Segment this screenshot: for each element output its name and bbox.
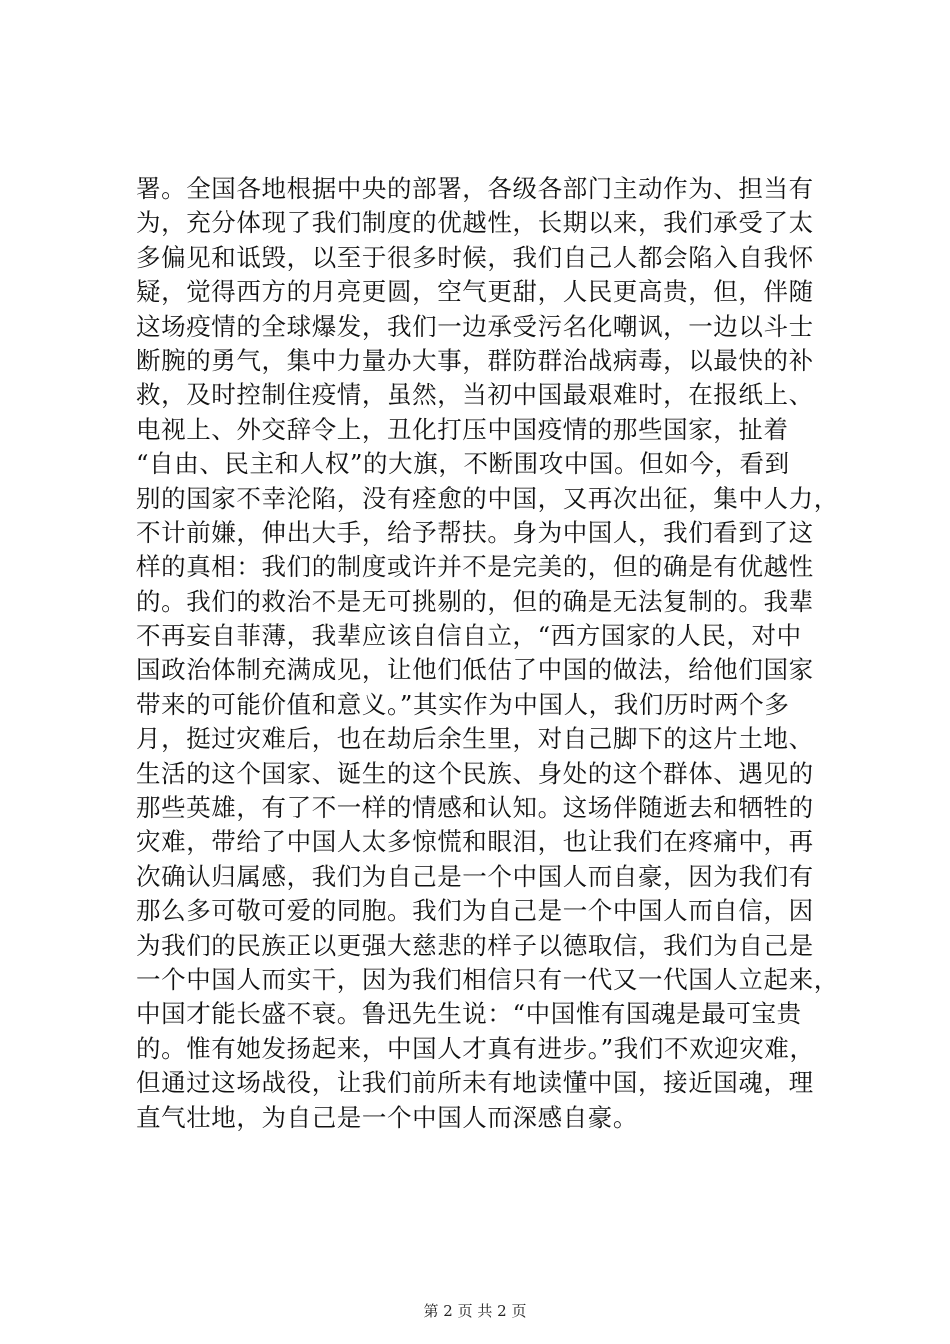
text-line: 带来的可能价值和意义。”其实作为中国人，我们历时两个多: [136, 689, 790, 719]
text-line: 疑，觉得西方的月亮更圆，空气更甜，人民更高贵，但，伴随: [136, 277, 814, 307]
text-line: “自由、民主和人权”的大旗，不断围攻中国。但如今，看到: [136, 449, 790, 479]
text-line: 为我们的民族正以更强大慈悲的样子以德取信，我们为自己是: [136, 930, 814, 960]
text-line: 断腕的勇气，集中力量办大事，群防群治战病毒，以最快的补: [136, 345, 814, 375]
text-line: 这场疫情的全球爆发，我们一边承受污名化嘲讽，一边以斗士: [136, 311, 814, 341]
text-line: 为，充分体现了我们制度的优越性，长期以来，我们承受了太: [136, 208, 814, 238]
text-line: 署。全国各地根据中央的部署，各级各部门主动作为、担当有: [136, 174, 814, 203]
text-line: 直气壮地，为自己是一个中国人而深感自豪。: [136, 1102, 638, 1132]
text-line: 救，及时控制住疫情，虽然，当初中国最艰难时，在报纸上、: [136, 380, 814, 410]
body-text: [136, 172, 839, 1135]
text-line: 一个中国人而实干，因为我们相信只有一代又一代国人立起来，: [136, 964, 839, 994]
text-line: 次确认归属感，我们为自己是一个中国人而自豪，因为我们有: [136, 861, 814, 891]
text-line: 样的真相：我们的制度或许并不是完美的，但的确是有优越性: [136, 552, 814, 582]
text-line: 多偏见和诋毁，以至于很多时候，我们自己人都会陷入自我怀: [136, 242, 814, 272]
text-line: 国政治体制充满成见，让他们低估了中国的做法，给他们国家: [136, 655, 814, 685]
text-line: 月，挺过灾难后，也在劫后余生里，对自己脚下的这片土地、: [136, 724, 814, 754]
text-line: 灾难，带给了中国人太多惊慌和眼泪，也让我们在疼痛中，再: [136, 827, 814, 857]
text-line: 不计前嫌，伸出大手，给予帮扶。身为中国人，我们看到了这: [136, 517, 814, 547]
text-line: 不再妄自菲薄，我辈应该自信自立，“西方国家的人民，对中: [136, 621, 802, 651]
text-line: 中国才能长盛不衰。鲁迅先生说：“中国惟有国魂是最可宝贵: [136, 999, 802, 1029]
text-line: 的。惟有她发扬起来，中国人才真有进步。”我们不欢迎灾难，: [136, 1033, 815, 1063]
text-line: 那些英雄，有了不一样的情感和认知。这场伴随逝去和牺牲的: [136, 793, 814, 823]
text-line: 电视上、外交辞令上，丑化打压中国疫情的那些国家，扯着: [136, 414, 789, 444]
page-number-footer: 第 2 页 共 2 页: [423, 1302, 527, 1320]
text-line: 的。我们的救治不是无可挑剔的，但的确是无法复制的。我辈: [136, 586, 814, 616]
text-line: 那么多可敬可爱的同胞。我们为自己是一个中国人而自信，因: [136, 896, 814, 926]
text-line: 生活的这个国家、诞生的这个民族、身处的这个群体、遇见的: [136, 758, 814, 788]
text-line: 别的国家不幸沦陷，没有痊愈的中国，又再次出征，集中人力，: [136, 483, 839, 513]
text-line: 但通过这场战役，让我们前所未有地读懂中国，接近国魂，理: [136, 1068, 814, 1098]
